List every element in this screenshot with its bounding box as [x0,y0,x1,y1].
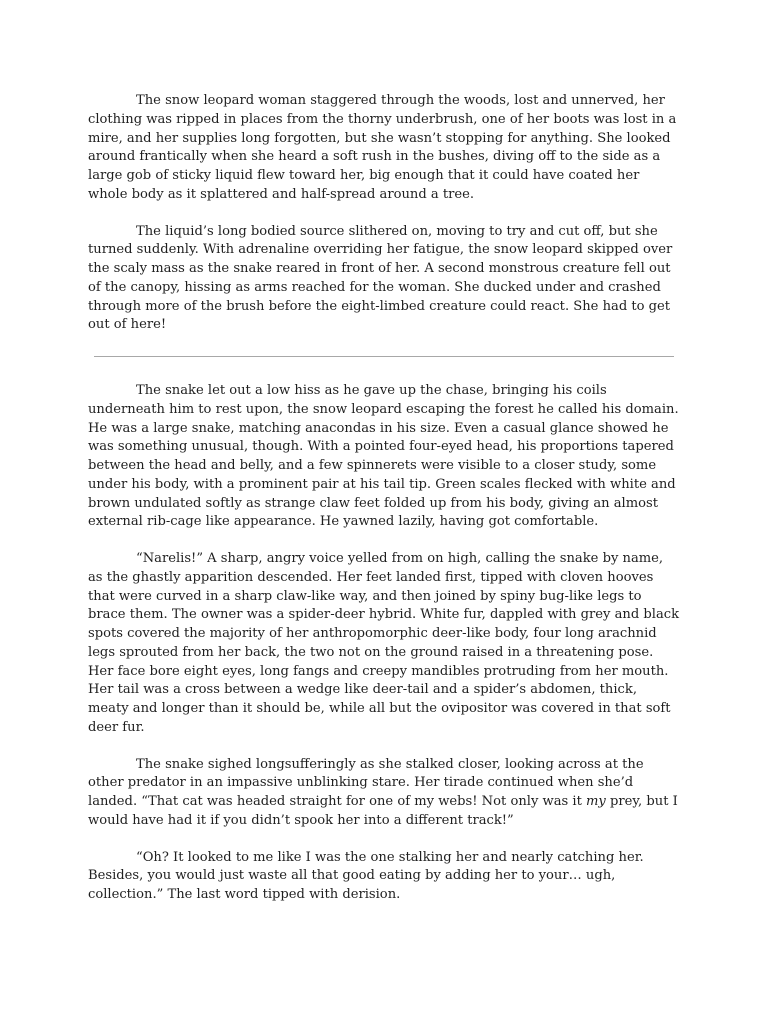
paragraph: The snake let out a low hiss as he gave up the chase, bringing his coils underneath him to rest upon, the snow leopard escaping the forest he called his domain. He was a large snake, matching anacondas in his size. Even a casual glance showed he was something unusual, though. With a pointed four-eyed head, his proportions tapered between the head and belly, and a few spinnerets were visible to a closer study, some under his body, with a prominent pair at his tail tip. Green scales flecked with white and brown undulated softly as strange claw feet folded up from his body, giving an almost external rib-cage like appearance. He yawned lazily, having got comfortable. [88,383,679,530]
paragraph-gap [88,205,680,223]
paragraph: The snow leopard woman staggered through the woods, lost and unnerved, her clothing was ripped in places from the thorny underbrush, one of her boots was lost in a mire, and her supplies long forgotten, but she wasn’t stopping for anything. She looked around frantically when she heard a soft rush in the bushes, diving off to the side as a large gob of sticky liquid flew toward her, big enough that it could have coated her whole body as it splattered and half-spread around a tree. [88,93,677,202]
paragraph: The liquid’s long bodied source slithered on, moving to try and cut off, but she turned suddenly. With adrenaline overriding her fatigue, the snow leopard skipped over the scaly mass as the snake reared in front of her. A second monstrous creature fell out of the canopy, hissing as arms reached for the woman. She ducked under and crashed through more of the brush before the eight-limbed creature could react. She had to get out of here! [88,223,673,333]
paragraph [88,756,680,831]
text-run: prey, but I would have had it if you didn’t spook her into a different track!” [88,794,678,828]
section-two [88,382,680,905]
paragraph: “Oh? It looked to me like I was the one stalking her and nearly catching her. Besides, you would just waste all that good eating by adding her to your… ugh, collection.” The last word tipped with derision. [88,849,644,902]
section-divider [94,356,674,357]
emphasis: my [586,794,606,809]
paragraph-gap [88,738,680,756]
paragraph: “Narelis!” A sharp, angry voice yelled from on high, calling the snake by name, as the ghastly apparition descended. Her feet landed first, tipped with cloven hooves that were curved in a sharp claw-like way, and then joined by spiny bug-like legs to brace them. The owner was a spider-deer hybrid. White fur, dappled with grey and black spots covered the majority of her anthropomorphic deer-like body, four long arachnid legs sprouted from her back, the two not on the ground raised in a threatening pose. Her face bore eight eyes, long fangs and creepy mandibles protruding from her mouth. Her tail was a cross between a wedge like deer-tail and a spider’s abdomen, thick, meaty and longer than it should be, while all but the ovipositor was covered in that soft deer fur. [88,551,680,735]
text-run: The snake sighed longsufferingly as she stalked closer, looking across at the other predator in an impassive unblinking stare. Her tirade continued when she’d landed. “That cat was headed straight for one of my webs! Not only was it [88,756,644,809]
paragraph-gap [88,532,680,550]
paragraph-gap [88,831,680,849]
section-one [88,92,680,335]
